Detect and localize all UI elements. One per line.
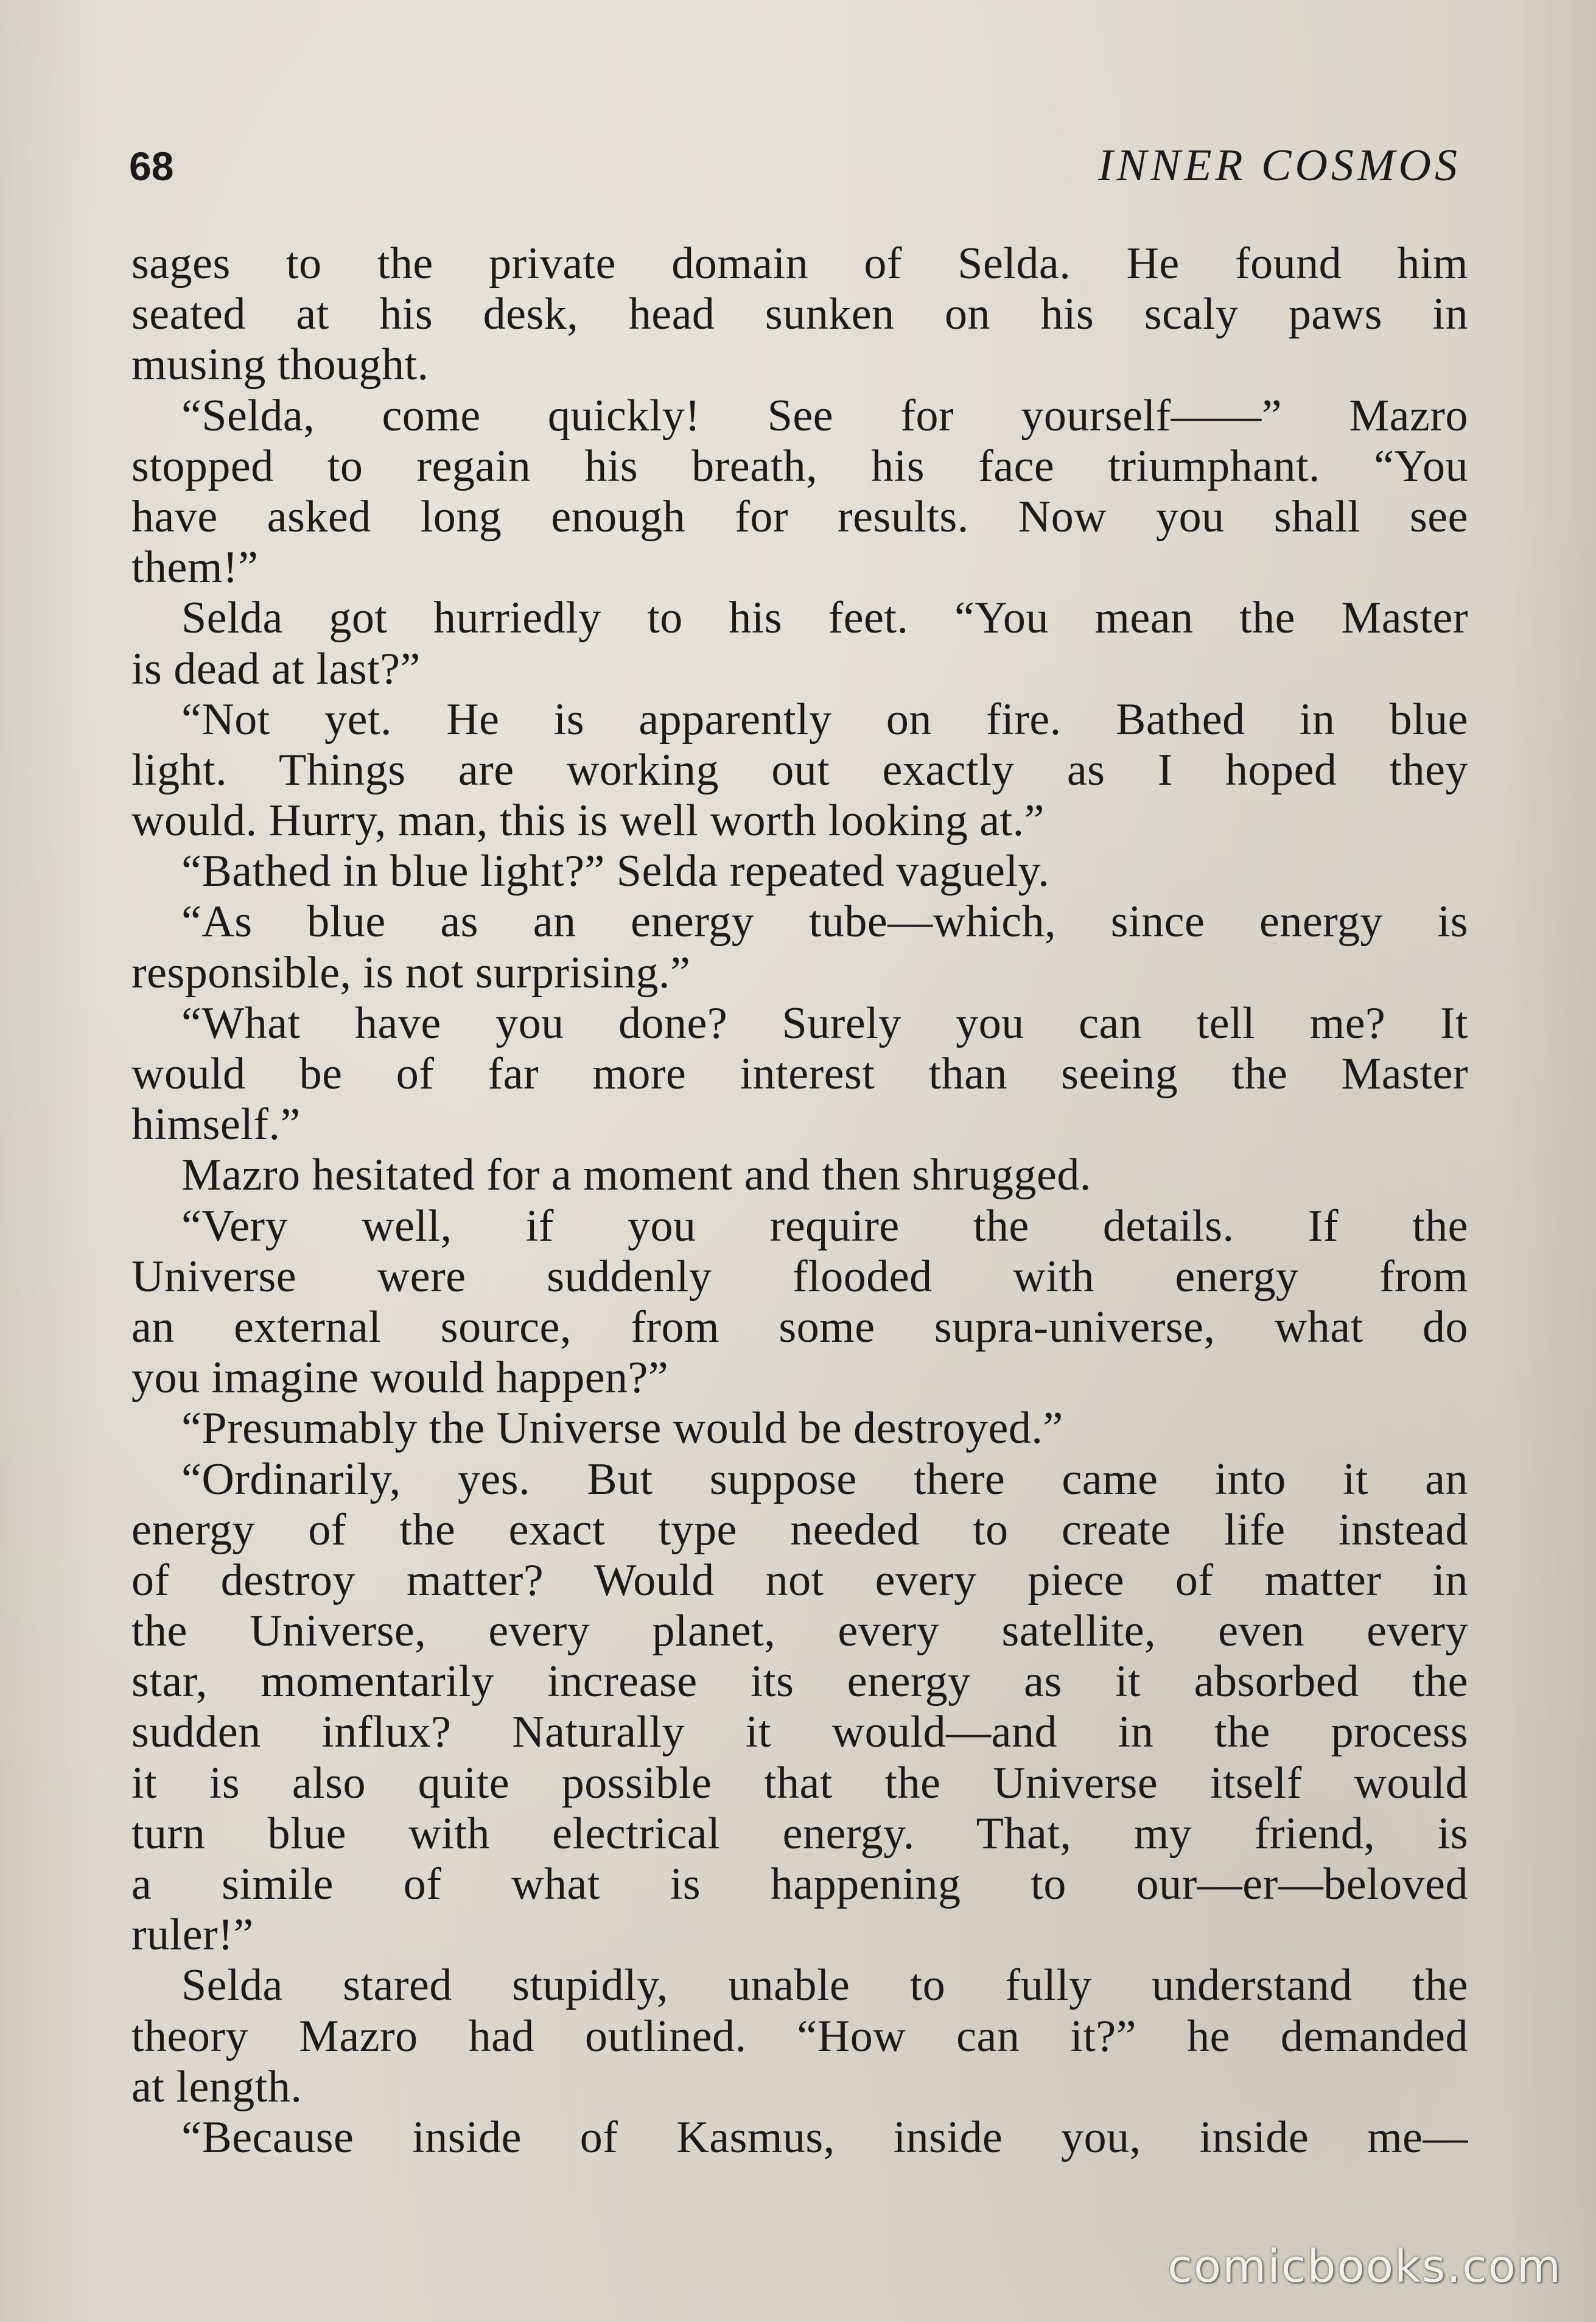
paragraph [131,1201,1468,1404]
paragraph [131,1960,1468,2113]
text-line: “Bathed in blue light?” Selda repeated vaguely. [181,846,1050,897]
paragraph [131,998,1468,1151]
text-line: an external source, from some supra-universe, what do [131,1302,1468,1352]
text-line: energy of the exact type needed to create life instead [131,1504,1468,1555]
paragraph [131,1403,1468,1454]
text-line: of destroy matter? Would not every piece of matter in [131,1555,1468,1605]
text-line: “As blue as an energy tube—which, since energy is [181,897,1468,947]
text-line: Selda got hurriedly to his feet. “You mean the Master [181,593,1468,644]
text-line: responsible, is not surprising.” [131,947,691,998]
text-line: sages to the private domain of Selda. He found him [131,239,1468,289]
text-line: sudden influx? Naturally it would—and in the process [131,1707,1468,1758]
text-line: “Selda, come quickly! See for yourself——” Mazro [181,390,1468,441]
text-line: light. Things are working out exactly as I hoped they [131,745,1468,795]
text-line: ruler!” [131,1910,254,1960]
text-line: “Presumably the Universe would be destroyed.” [181,1403,1063,1454]
page-number: 68 [129,144,174,189]
text-line: himself.” [131,1100,301,1150]
text-line: at length. [131,2061,303,2112]
text-line: Universe were suddenly flooded with energy from [131,1251,1468,1302]
paragraph [131,593,1468,694]
text-line: would. Hurry, man, this is well worth looking at.” [131,796,1045,846]
text-line: them!” [131,542,259,593]
running-title: INNER COSMOS [1097,141,1461,191]
text-line: a simile of what is happening to our—er—beloved [131,1859,1468,1909]
text-line: seated at his desk, head sunken on his scaly paws in [131,289,1468,340]
text-line: the Universe, every planet, every satellite, even every [131,1606,1468,1657]
text-line: Selda stared stupidly, unable to fully understand the [181,1960,1468,2011]
paragraph [131,1454,1468,1961]
text-line: have asked long enough for results. Now you shall see [131,491,1468,542]
text-line: “What have you done? Surely you can tell me? It [181,998,1468,1048]
paragraph [131,846,1468,897]
body-text [131,239,1468,2163]
text-line: you imagine would happen?” [131,1353,669,1403]
paragraph [131,897,1468,998]
text-line: is dead at last?” [131,644,421,694]
watermark: comicbooks.com [1167,2240,1562,2293]
text-line: it is also quite possible that the Universe itself would [131,1758,1468,1808]
paragraph [131,1150,1468,1201]
text-line: “Not yet. He is apparently on fire. Bathed in blue [181,694,1468,745]
text-line: “Because inside of Kasmus, inside you, inside me— [181,2112,1468,2162]
paragraph [131,695,1468,847]
text-line: would be of far more interest than seeing the Master [131,1049,1468,1099]
text-line: musing thought. [131,340,429,390]
text-line: stopped to regain his breath, his face triumphant. “You [131,441,1468,491]
paragraph [131,2113,1468,2163]
text-line: turn blue with electrical energy. That, my friend, is [131,1808,1468,1859]
text-line: Mazro hesitated for a moment and then shrugged. [181,1150,1091,1201]
text-line: “Very well, if you require the details. If the [181,1201,1468,1251]
text-line: “Ordinarily, yes. But suppose there came into it an [181,1454,1468,1504]
paragraph [131,391,1468,594]
text-line: theory Mazro had outlined. “How can it?” he demanded [131,2011,1468,2061]
text-line: star, momentarily increase its energy as it absorbed the [131,1657,1468,1707]
paragraph [131,239,1468,391]
running-head [129,135,1461,196]
